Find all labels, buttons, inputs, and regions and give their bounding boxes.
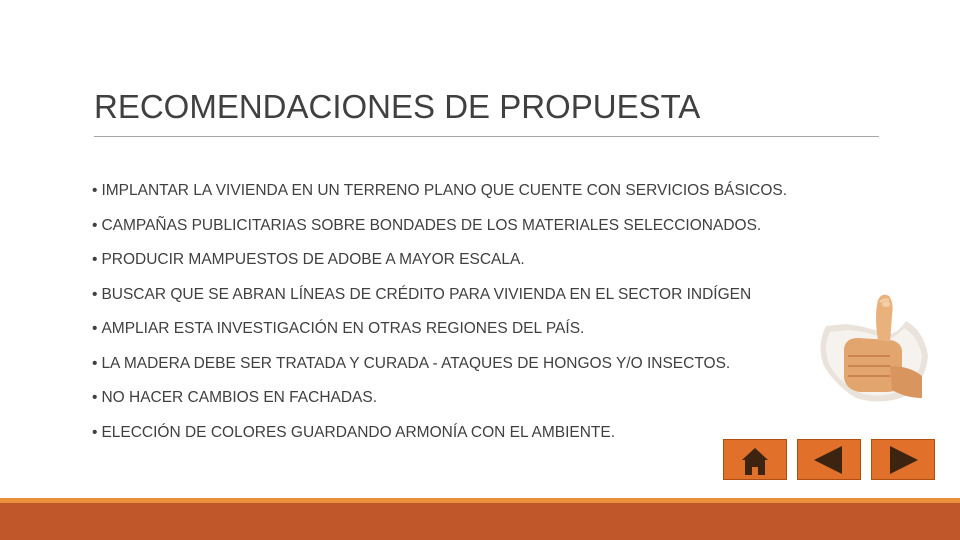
previous-slide-button[interactable] (797, 439, 861, 480)
bullet-dot: • (92, 389, 98, 406)
bullet-text: IMPLANTAR LA VIVIENDA EN UN TERRENO PLANO QUE CUENTE CON SERVICIOS BÁSICOS. (101, 182, 788, 199)
triangle-left-icon (798, 440, 860, 479)
bullet-dot: • (92, 182, 98, 199)
triangle-right-icon (872, 440, 934, 479)
home-icon (724, 440, 786, 479)
title-divider (94, 136, 879, 137)
bullet-text: ELECCIÓN DE COLORES GUARDANDO ARMONÍA CON EL AMBIENTE. (101, 423, 616, 441)
thumbs-up-icon (786, 286, 936, 412)
bullet-text: CAMPAÑAS PUBLICITARIAS SOBRE BONDADES DE LOS MATERIALES SELECCIONADOS. (101, 216, 762, 234)
bullet-text: AMPLIAR ESTA INVESTIGACIÓN EN OTRAS REGIONES DEL PAÍS. (101, 320, 585, 337)
bullet-text: LA MADERA DEBE SER TRATADA Y CURADA - ATAQUES DE HONGOS Y/O INSECTOS. (101, 354, 731, 372)
home-button[interactable] (723, 439, 787, 480)
bullet-dot: • (92, 285, 98, 303)
bullet-list (92, 176, 792, 452)
list-item (92, 245, 792, 280)
list-item (92, 314, 792, 349)
list-item (92, 418, 792, 453)
list-item (92, 280, 792, 315)
slide-title: RECOMENDACIONES DE PROPUESTA (94, 88, 701, 125)
list-item (92, 211, 792, 246)
list-item (92, 383, 792, 418)
bullet-dot: • (92, 423, 98, 441)
bullet-text: BUSCAR QUE SE ABRAN LÍNEAS DE CRÉDITO PARA VIVIENDA EN EL SECTOR INDÍGEN (101, 285, 752, 303)
footer-bar (0, 503, 960, 540)
bullet-dot: • (92, 320, 98, 337)
list-item (92, 349, 792, 384)
bullet-dot: • (92, 354, 98, 372)
bullet-text: PRODUCIR MAMPUESTOS DE ADOBE A MAYOR ESCALA. (101, 251, 525, 268)
bullet-text: NO HACER CAMBIOS EN FACHADAS. (101, 389, 378, 406)
list-item (92, 176, 792, 211)
bullet-dot: • (92, 216, 98, 234)
bullet-dot: • (92, 251, 98, 268)
next-slide-button[interactable] (871, 439, 935, 480)
